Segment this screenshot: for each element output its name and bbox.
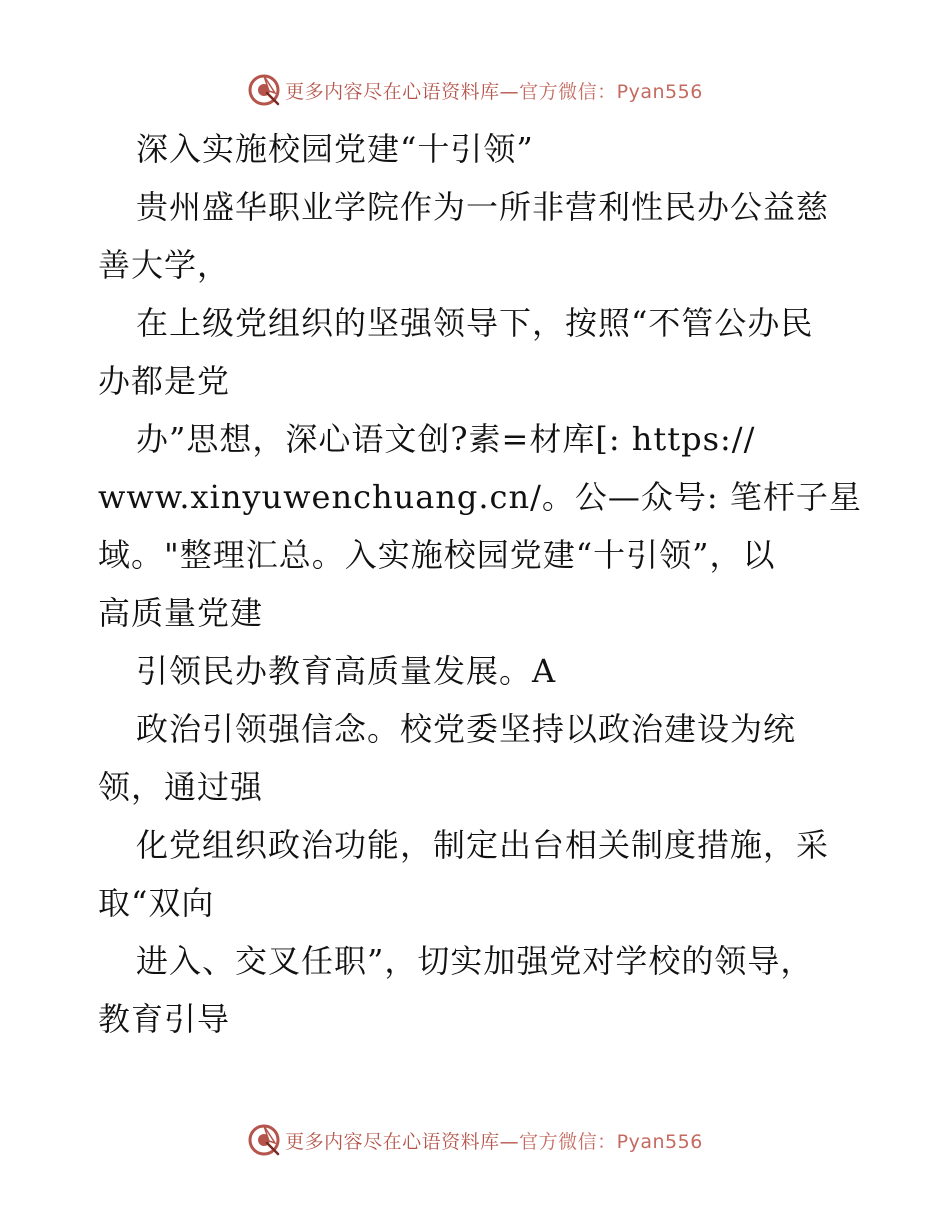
text-line: 域。"整理汇总。入实施校园党建“十引领”，以: [98, 536, 776, 574]
text-line: 化党组织政治功能，制定出台相关制度措施，采: [136, 826, 830, 864]
footer-banner: [0, 1120, 950, 1160]
logo-icon: [247, 1123, 281, 1157]
text-line: 高质量党建: [98, 594, 264, 632]
document-body: [98, 120, 862, 1048]
logo-icon: [247, 73, 281, 107]
text-line: 贵州盛华职业学院作为一所非营利性民办公益慈: [136, 188, 830, 226]
text-line: 善大学，: [98, 246, 231, 284]
text-line: www.xinyuwenchuang.cn/。公—众号: 笔杆子星: [98, 478, 862, 516]
text-line: 办”思想，深心语文创?素=材库[: https://: [136, 420, 756, 458]
text-line: 领，通过强: [98, 768, 264, 806]
text-line: 深入实施校园党建“十引领”: [136, 130, 534, 168]
text-line: 在上级党组织的坚强领导下，按照“不管公办民: [136, 304, 814, 342]
text-line: 教育引导: [98, 1000, 231, 1038]
header-banner-text: 更多内容尽在心语资料库—官方微信：Pyan556: [285, 80, 703, 103]
text-line: 进入、交叉任职”，切实加强党对学校的领导，: [136, 942, 814, 980]
footer-banner-text: 更多内容尽在心语资料库—官方微信：Pyan556: [285, 1130, 703, 1153]
text-line: 引领民办教育高质量发展。A: [136, 652, 557, 690]
header-banner: [0, 70, 950, 110]
text-line: 取“双向: [98, 884, 215, 922]
text-line: 政治引领强信念。校党委坚持以政治建设为统: [136, 710, 797, 748]
text-line: 办都是党: [98, 362, 231, 400]
